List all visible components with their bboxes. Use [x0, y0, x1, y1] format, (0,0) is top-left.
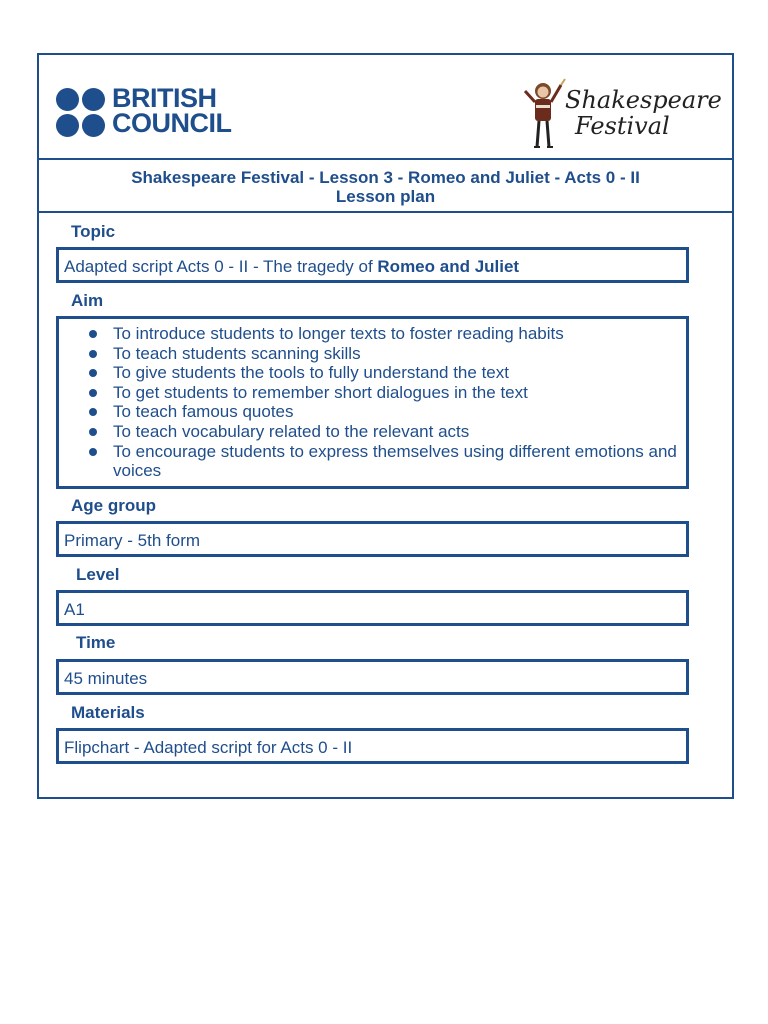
lesson-plan-frame	[37, 53, 734, 799]
aim-box	[56, 316, 689, 489]
aim-item-text: To teach famous quotes	[113, 402, 294, 422]
level-label: Level	[76, 565, 120, 584]
aim-label: Aim	[71, 291, 104, 310]
wordmark-line2: COUNCIL	[112, 108, 232, 138]
time-value: 45 minutes	[64, 669, 148, 688]
level-box	[56, 590, 689, 626]
aim-item	[89, 344, 679, 364]
aim-item-text: To encourage students to express themselves using different emotions and voices	[113, 441, 677, 481]
aim-item	[89, 402, 679, 422]
topic-box	[56, 247, 689, 283]
age-group-label: Age group	[71, 496, 156, 515]
bullet-icon	[89, 330, 97, 338]
british-council-logo	[56, 83, 236, 138]
festival-line1: Shakespeare	[565, 86, 722, 114]
lesson-title-line1: Shakespeare Festival - Lesson 3 - Romeo and Juliet - Acts 0 - II	[131, 168, 640, 187]
bullet-icon	[89, 408, 97, 416]
shakespeare-figure-icon	[521, 77, 567, 153]
shakespeare-festival-logo	[521, 77, 722, 153]
logo-dots-icon	[56, 88, 106, 138]
topic-text: Adapted script Acts 0 - II - The tragedy of	[64, 257, 378, 276]
aim-item-text: To teach students scanning skills	[113, 343, 361, 363]
materials-label: Materials	[71, 703, 145, 722]
aim-item	[89, 442, 679, 481]
aim-item-text: To get students to remember short dialogues in the text	[113, 382, 528, 402]
bullet-icon	[89, 448, 97, 456]
aim-item	[89, 363, 679, 383]
age-group-value: Primary - 5th form	[64, 531, 201, 550]
materials-value: Flipchart - Adapted script for Acts 0 - II	[64, 738, 353, 757]
header	[39, 55, 732, 160]
aim-item-text: To teach vocabulary related to the relevant acts	[113, 421, 470, 441]
bullet-icon	[89, 428, 97, 436]
topic-label: Topic	[71, 222, 116, 241]
aim-item-text: To give students the tools to fully understand the text	[113, 363, 509, 383]
bullet-icon	[89, 369, 97, 377]
level-value: A1	[64, 600, 85, 619]
festival-line2: Festival	[575, 112, 670, 140]
topic-value	[64, 257, 519, 277]
aim-list	[89, 324, 679, 481]
lesson-title	[39, 160, 732, 213]
lesson-title-line2: Lesson plan	[335, 187, 436, 206]
materials-box	[56, 728, 689, 764]
wordmark-line1: BRITISH	[112, 83, 217, 113]
age-group-box	[56, 521, 689, 557]
topic-text-bold: Romeo and Juliet	[377, 257, 520, 276]
time-box	[56, 659, 689, 695]
time-label: Time	[76, 633, 116, 652]
aim-item	[89, 383, 679, 403]
british-council-wordmark	[112, 83, 232, 138]
bullet-icon	[89, 350, 97, 358]
aim-item	[89, 422, 679, 442]
festival-wordmark	[565, 87, 722, 139]
aim-item-text: To introduce students to longer texts to foster reading habits	[113, 324, 564, 343]
aim-item	[89, 324, 679, 344]
bullet-icon	[89, 389, 97, 397]
